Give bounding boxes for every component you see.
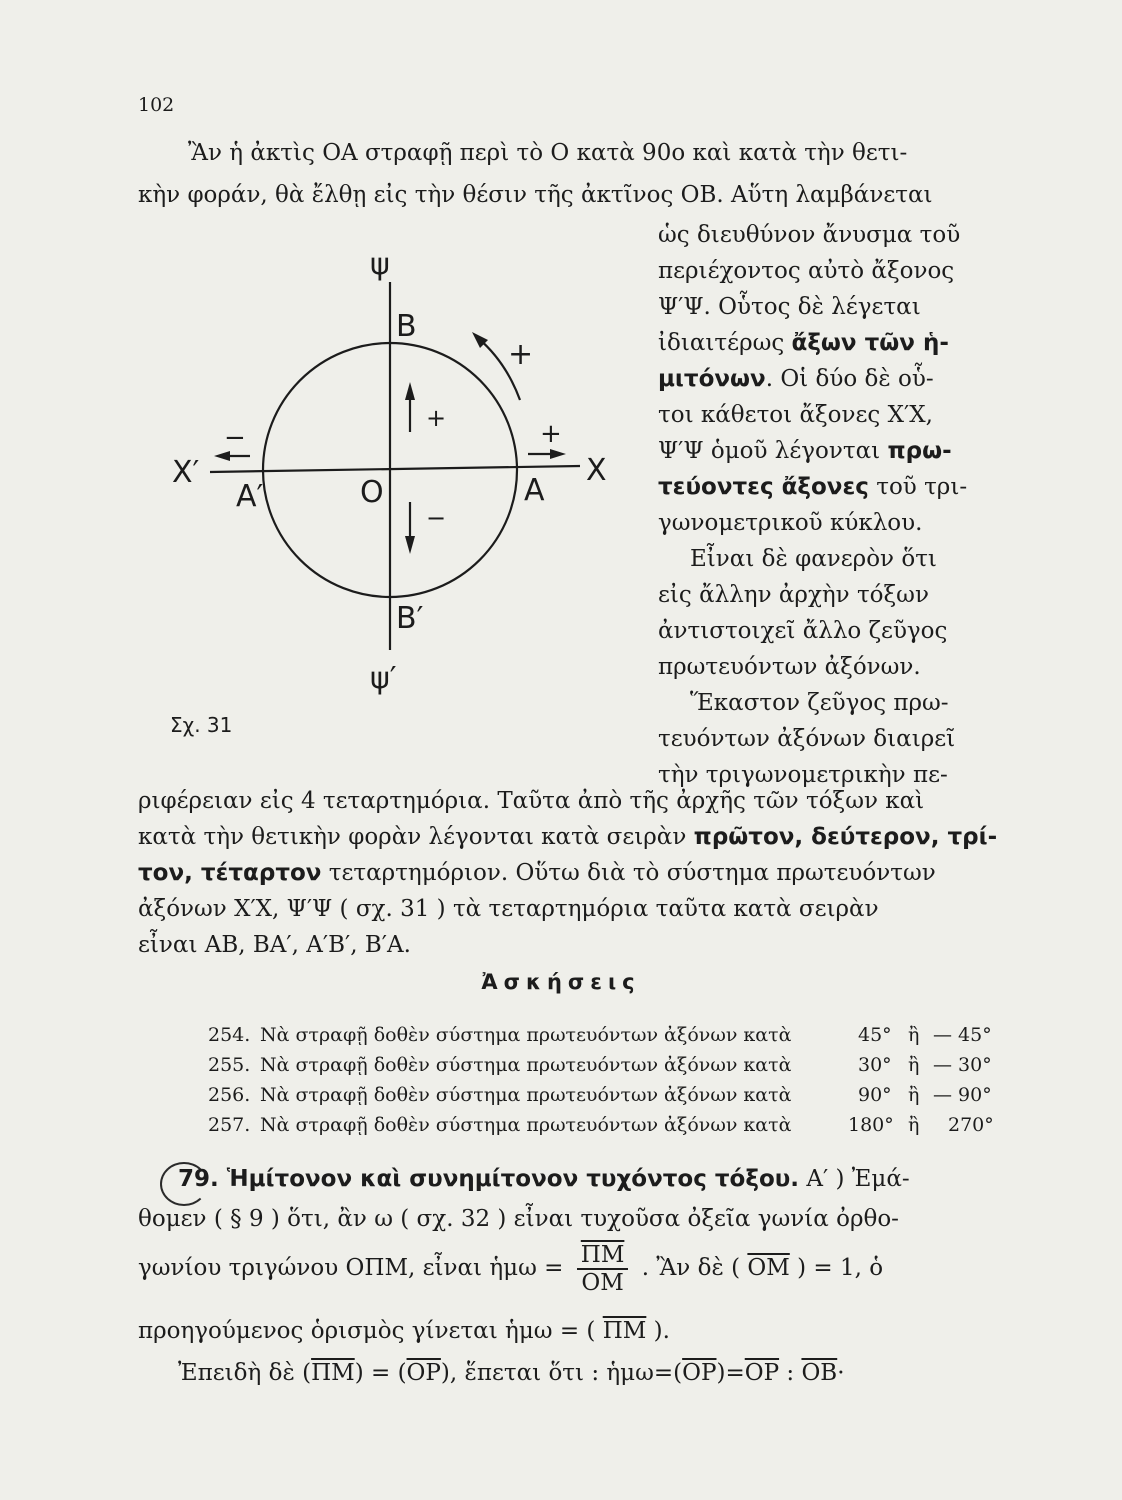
- segment-PM: $\overline{\Pi M}$: [311, 1360, 355, 1386]
- segment-OP: $\overline{OP}$: [744, 1360, 780, 1386]
- exercise-text: Νὰ στραφῇ δοθὲν σύστημα πρωτευόντων ἀξόνων κατὰ: [260, 1084, 792, 1106]
- trig-circle-figure: [168, 240, 638, 740]
- column-line-5-text: . Οἱ δύο δὲ οὗ-: [765, 366, 934, 392]
- exercise-or: ἢ: [908, 1054, 920, 1076]
- segment-OP: $\overline{OP}$: [682, 1360, 717, 1386]
- segment-PM: $\overline{\Pi M}$: [602, 1318, 647, 1344]
- after-line-2-text: κατὰ τὴν θετικὴν φορὰν λέγονται κατὰ σειρὰν: [138, 824, 694, 850]
- sine-definition-prefix: γωνίου τριγώνου ΟΠΜ, εἶναι ἡμω =: [138, 1255, 564, 1281]
- column-line-14: Ἕκαστον ζεῦγος πρω-: [690, 690, 949, 716]
- column-line-7: [658, 438, 952, 464]
- label-A-prime: A′: [236, 479, 264, 514]
- exercises-heading: Ἀσκήσεις: [481, 970, 641, 994]
- sine-definition-text: . Ἂν δὲ (: [641, 1255, 741, 1281]
- column-line-9: γωνομετρικοῦ κύκλου.: [658, 510, 923, 536]
- intro-line-1: Ἂν ἡ ἀκτὶς ΟΑ στραφῇ περὶ τὸ Ο κατὰ 90ο καὶ κατὰ τὴν θετι-: [188, 140, 908, 166]
- intro-line-2: κὴν φοράν, θὰ ἔλθῃ εἰς τὴν θέσιν τῆς ἀκτῖνος ΟΒ. Αὕτη λαμβάνεται: [138, 182, 933, 208]
- exercise-number: 254.: [208, 1024, 251, 1046]
- line-5-prefix: Ἐπειδὴ δὲ (: [178, 1360, 312, 1386]
- label-psi-top: ψ: [370, 247, 390, 282]
- column-line-1: ὡς διευθύνον ἄνυσμα τοῦ: [658, 222, 961, 248]
- label-plus-up: +: [426, 404, 447, 432]
- term-axis-of-sines: ἄξων τῶν ἡ-: [791, 330, 949, 356]
- column-line-10: Εἶναι δὲ φανερὸν ὅτι: [690, 546, 937, 572]
- label-plus-right: +: [540, 419, 562, 449]
- label-A: A: [524, 473, 545, 508]
- label-B-prime: B′: [396, 601, 424, 636]
- term-principal-axes-end: τεύοντες ἄξονες: [658, 474, 869, 500]
- exercise-angle-a: 30°: [858, 1054, 892, 1076]
- exercise-angle-a: 90°: [858, 1084, 892, 1106]
- exercise-angle-a: 180°: [848, 1114, 894, 1136]
- arrow-right-head: [550, 449, 566, 459]
- exercise-angle-b: — 45°: [933, 1024, 992, 1046]
- exercise-number: 257.: [208, 1114, 251, 1136]
- column-line-15: τευόντων ἀξόνων διαιρεῖ: [658, 726, 956, 752]
- fraction-numerator: $\overline{\Pi M}$: [577, 1242, 629, 1270]
- line-5-text: ), ἕπεται ὅτι : ἡμω=(: [440, 1360, 683, 1386]
- exercise-angle-b: — 90°: [933, 1084, 992, 1106]
- column-line-16: τὴν τριγωνομετρικὴν πε-: [658, 762, 948, 788]
- section-number: 79.: [178, 1166, 219, 1192]
- arrow-up-head: [405, 382, 415, 400]
- exercise-row: [208, 1024, 1008, 1050]
- section-title: Ἡμίτονον καὶ συνημίτονον τυχόντος τόξου.: [218, 1166, 800, 1192]
- exercise-number: 256.: [208, 1084, 251, 1106]
- label-plus-arc: +: [508, 337, 534, 372]
- segment-OM: $\overline{OM}$: [747, 1255, 790, 1281]
- exercise-row: [208, 1054, 1008, 1080]
- column-line-7-text: Ψ′Ψ ὁμοῦ λέγονται: [658, 438, 888, 464]
- label-minus-down: −: [426, 504, 447, 532]
- column-line-4-text: ἰδιαιτέρως: [658, 330, 792, 356]
- column-line-8-text: τοῦ τρι-: [868, 474, 968, 500]
- x-axis: [210, 466, 580, 472]
- line-5-eq2: )=: [716, 1360, 745, 1386]
- section-79-title-line: [178, 1166, 910, 1192]
- exercise-text: Νὰ στραφῇ δοθὲν σύστημα πρωτευόντων ἀξόνων κατὰ: [260, 1024, 792, 1046]
- page-number: 102: [138, 94, 175, 116]
- column-line-11: εἰς ἄλλην ἀρχὴν τόξων: [658, 582, 929, 608]
- line-5-end: ·: [837, 1360, 845, 1386]
- exercise-row: [208, 1084, 1008, 1110]
- exercise-text: Νὰ στραφῇ δοθὲν σύστημα πρωτευόντων ἀξόνων κατὰ: [260, 1054, 792, 1076]
- label-X: X: [586, 453, 607, 488]
- sine-definition-tail: ) = 1, ὁ: [797, 1255, 884, 1281]
- exercise-row: [208, 1114, 1008, 1140]
- exercise-or: ἢ: [908, 1114, 920, 1136]
- section-79-line-4: [138, 1318, 670, 1344]
- line-4-prefix: προηγούμενος ὁρισμὸς γίνεται ἡμω = (: [138, 1318, 596, 1344]
- label-B: B: [396, 309, 417, 344]
- label-X-prime: X′: [172, 455, 200, 490]
- label-psi-bottom: ψ′: [370, 661, 397, 696]
- section-79-line-5: [178, 1360, 845, 1386]
- section-79-line-2: θομεν ( § 9 ) ὅτι, ἂν ω ( σχ. 32 ) εἶναι τυχοῦσα ὀξεῖα γωνία ὀρθο-: [138, 1206, 899, 1232]
- section-79-line-1-tail: Α′ ) Ἐμά-: [799, 1166, 910, 1192]
- column-line-4: [658, 330, 949, 356]
- column-line-12: ἀντιστοιχεῖ ἄλλο ζεῦγος: [658, 618, 948, 644]
- line-5-eq: ) = (: [354, 1360, 407, 1386]
- term-principal-axes: πρω-: [887, 438, 952, 464]
- term-quadrants: πρῶτον, δεύτερον, τρί-: [693, 824, 998, 850]
- exercise-or: ἢ: [908, 1024, 920, 1046]
- figure-caption: Σχ. 31: [170, 713, 233, 737]
- exercise-angle-b: — 30°: [933, 1054, 992, 1076]
- exercise-text: Νὰ στραφῇ δοθὲν σύστημα πρωτευόντων ἀξόνων κατὰ: [260, 1114, 792, 1136]
- after-line-2: [138, 824, 997, 850]
- column-line-5: [658, 366, 934, 392]
- sine-fraction: [577, 1242, 629, 1296]
- label-minus-left: −: [224, 423, 246, 453]
- after-line-3-text: τεταρτημόριον. Οὕτω διὰ τὸ σύστημα πρωτευόντων: [321, 860, 936, 886]
- column-line-13: πρωτευόντων ἀξόνων.: [658, 654, 921, 680]
- after-line-3: [138, 860, 936, 886]
- column-line-8: [658, 474, 967, 500]
- exercise-angle-b: 270°: [948, 1114, 994, 1136]
- column-line-6: τοι κάθετοι ἄξονες Χ′Χ,: [658, 402, 933, 428]
- after-line-1: ριφέρειαν εἰς 4 τεταρτημόρια. Ταῦτα ἀπὸ τῆς ἀρχῆς τῶν τόξων καὶ: [138, 788, 925, 814]
- line-5-colon: :: [779, 1360, 802, 1386]
- line-4-tail: ).: [653, 1318, 670, 1344]
- column-line-2: περιέχοντος αὐτὸ ἄξονος: [658, 258, 955, 284]
- term-axis-of-sines-end: μιτόνων: [658, 366, 766, 392]
- segment-OB: $\overline{OB}$: [801, 1360, 838, 1386]
- segment-OP: $\overline{OP}$: [406, 1360, 441, 1386]
- arrow-down-head: [405, 536, 415, 554]
- label-O: O: [360, 475, 384, 510]
- fraction-denominator: ΟΜ: [581, 1270, 624, 1296]
- term-quadrants-end: τον, τέταρτον: [138, 860, 322, 886]
- exercise-number: 255.: [208, 1054, 251, 1076]
- column-line-3: Ψ′Ψ. Οὗτος δὲ λέγεται: [658, 294, 921, 320]
- section-79-line-3: [138, 1242, 883, 1296]
- exercise-or: ἢ: [908, 1084, 920, 1106]
- exercise-angle-a: 45°: [858, 1024, 892, 1046]
- after-line-5: εἶναι ΑΒ, ΒΑ′, Α′Β′, Β′Α.: [138, 932, 411, 958]
- after-line-4: ἀξόνων Χ′Χ, Ψ′Ψ ( σχ. 31 ) τὰ τεταρτημόρια ταῦτα κατὰ σειρὰν: [138, 896, 879, 922]
